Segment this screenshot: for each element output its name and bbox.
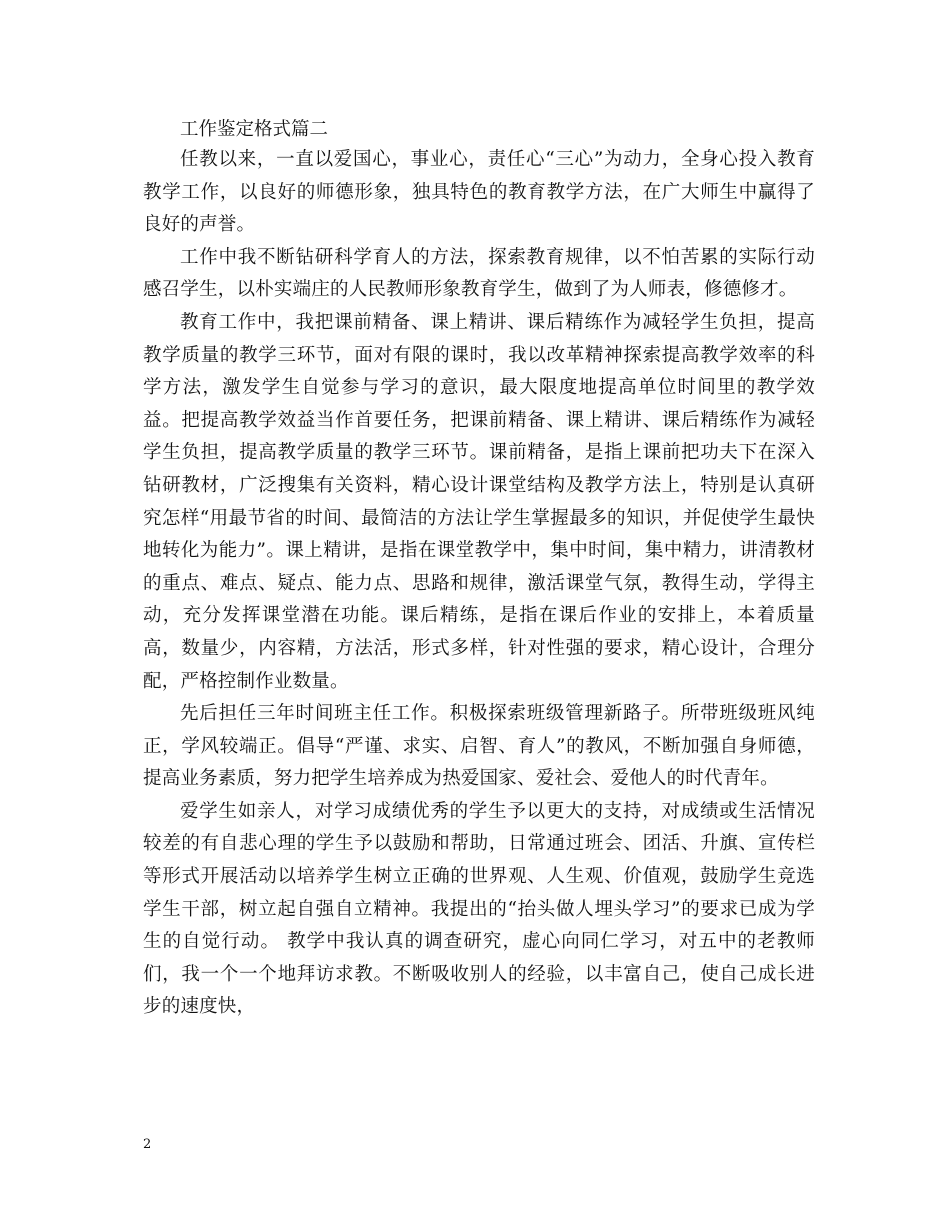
paragraph-2: 工作中我不断钻研科学育人的方法，探索教育规律，以不怕苦累的实际行动感召学生，以朴实端庄的人民教师形象教育学生，做到了为人师表，修德修才。 (143, 246, 815, 301)
document-heading: 工作鉴定格式篇二 (180, 119, 329, 140)
page-number: 2 (143, 1137, 152, 1152)
paragraph-1: 任教以来，一直以爱国心，事业心，责任心“三心”为动力，全身心投入教育教学工作，以良好的师德形象，独具特色的教育教学方法，在广大师生中赢得了良好的声誉。 (143, 149, 815, 236)
paragraph-5: 爱学生如亲人，对学习成绩优秀的学生予以更大的支持，对成绩或生活情况较差的有自悲心理的学生予以鼓励和帮助，日常通过班会、团活、升旗、宣传栏等形式开展活动以培养学生树立正确的世界观、人生观、价值观，鼓励学生竞选学生干部，树立起自强自立精神。我提出的“抬头做人埋头学习”的要求已成为学生的自觉行动。 教学中我认真的调查研究，虚心向同仁学习，对五中的老教师们，我一个一个地拜访求教。不断吸收别人的经验，以丰富自己，使自己成长进步的速度快， (143, 800, 815, 1018)
paragraph-4: 先后担任三年时间班主任工作。积极探索班级管理新路子。所带班级班风纯正，学风较端正。倡导“严谨、求实、启智、育人”的教风，不断加强自身师德，提高业务素质，努力把学生培养成为热爱国家、爱社会、爱他人的时代青年。 (143, 703, 815, 790)
document-body (143, 117, 815, 1024)
paragraph-3: 教育工作中，我把课前精备、课上精讲、课后精练作为减轻学生负担，提高教学质量的教学三环节，面对有限的课时，我以改革精神探索提高教学效率的科学方法，激发学生自觉参与学习的意识，最大限度地提高单位时间里的教学效益。把提高教学效益当作首要任务，把课前精备、课上精讲、课后精练作为减轻学生负担，提高教学质量的教学三环节。课前精备，是指上课前把功夫下在深入钻研教材，广泛搜集有关资料，精心设计课堂结构及教学方法上，特别是认真研究怎样“用最节省的时间、最简洁的方法让学生掌握最多的知识，并促使学生最快地转化为能力”。课上精讲，是指在课堂教学中，集中时间，集中精力，讲清教材的重点、难点、疑点、能力点、思路和规律，激活课堂气氛，教得生动，学得主动，充分发挥课堂潜在功能。课后精练，是指在课后作业的安排上，本着质量高，数量少，内容精，方法活，形式多样，针对性强的要求，精心设计，合理分配，严格控制作业数量。 (143, 311, 815, 692)
